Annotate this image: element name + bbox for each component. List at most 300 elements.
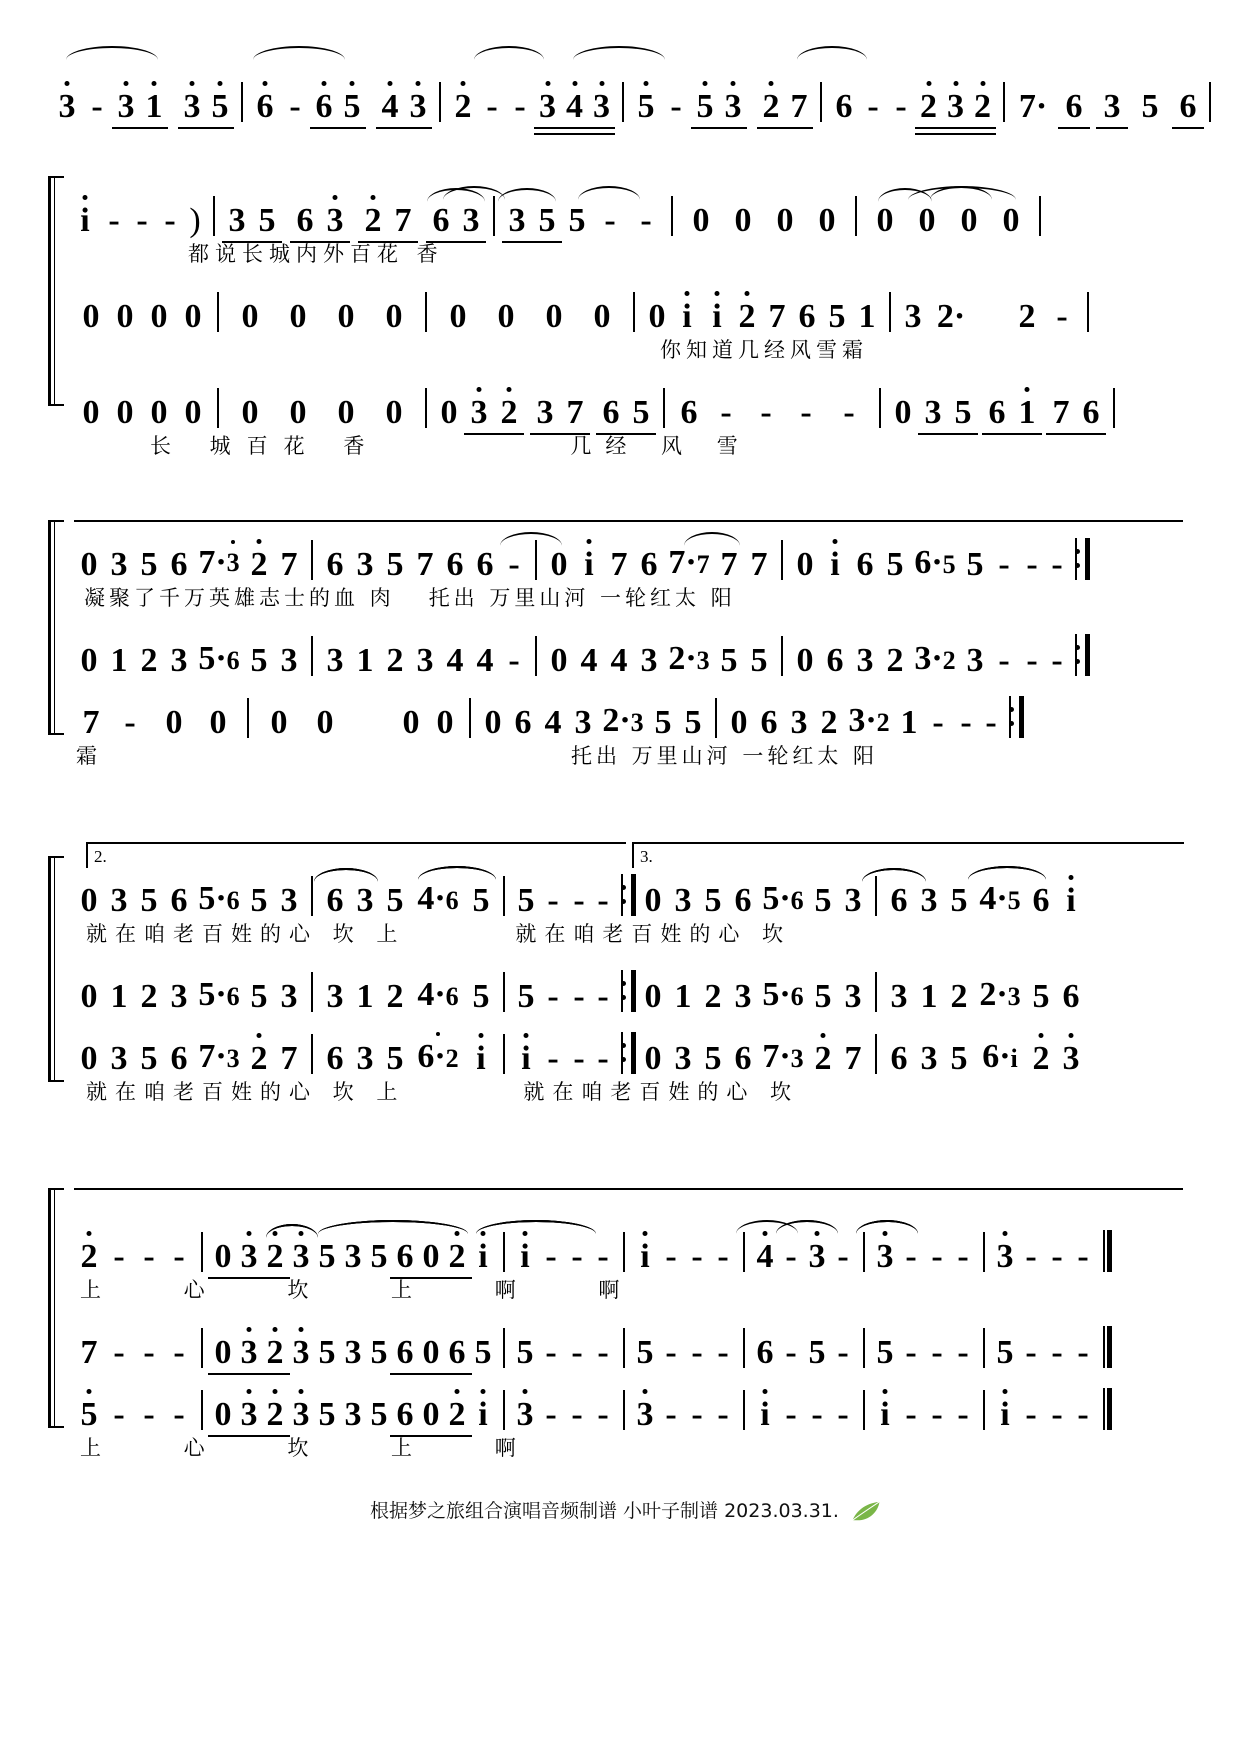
system-3-voice-3 <box>0 678 1253 740</box>
note: 4 <box>580 642 598 679</box>
rest: 0 <box>734 202 752 239</box>
sustain-dash: - <box>486 88 498 125</box>
note: 2 <box>494 396 524 430</box>
barline <box>743 1328 745 1368</box>
note: 3 <box>288 1336 314 1370</box>
repeat-end-barline <box>620 1032 636 1074</box>
note: 3 <box>236 1398 262 1432</box>
rest: 0 <box>210 1240 236 1274</box>
note: 2 <box>444 1398 470 1432</box>
note: 6 <box>1060 90 1088 124</box>
sustain-dash: - <box>895 88 907 125</box>
note: 5 <box>370 1396 388 1433</box>
note: 3 <box>52 90 82 124</box>
slur <box>66 46 158 60</box>
system-2-voice-1 <box>0 176 1253 238</box>
note: 5 <box>140 1040 158 1077</box>
barline <box>503 1232 505 1272</box>
sustain-dash: - <box>289 88 301 125</box>
note: 6 <box>734 882 752 919</box>
note: 7·3 <box>198 1038 240 1075</box>
note: 5 <box>318 1334 336 1371</box>
note: i <box>512 1240 538 1274</box>
rest: 0 <box>1002 202 1020 239</box>
sustain-dash: - <box>640 202 652 239</box>
note: 2· <box>936 298 966 335</box>
rest: 0 <box>150 394 168 431</box>
sustain-dash: - <box>785 1238 797 1275</box>
note: 2 <box>886 642 904 679</box>
rest: 0 <box>385 298 403 335</box>
barline <box>855 196 857 236</box>
system-2-lyrics-2 <box>0 334 1253 368</box>
sustain-dash: - <box>1025 1334 1037 1371</box>
note: 2 <box>262 1336 288 1370</box>
barline <box>469 698 471 738</box>
note: 5 <box>632 394 650 431</box>
system-5-lyrics-1 <box>0 1274 1253 1308</box>
rest: 0 <box>440 394 458 431</box>
system-4-voice-3 <box>0 1014 1253 1076</box>
repeat-end-barline <box>1074 538 1090 580</box>
sustain-dash: - <box>547 882 559 919</box>
note: 2·3 <box>979 976 1021 1013</box>
note: 6·i <box>982 1038 1018 1075</box>
note: 5 <box>338 90 366 124</box>
note: 2 <box>757 90 785 124</box>
sustain-dash: - <box>717 1396 729 1433</box>
sustain-dash: - <box>867 88 879 125</box>
sustain-dash: - <box>837 1238 849 1275</box>
system-4 <box>0 847 1253 1110</box>
sustain-dash: - <box>1056 298 1068 335</box>
note: 3 <box>920 882 938 919</box>
rest: 0 <box>960 202 978 239</box>
note: 6 <box>250 90 280 124</box>
note: 1 <box>1012 396 1042 430</box>
barline <box>213 196 215 236</box>
beam-group <box>915 90 996 124</box>
slur <box>474 46 544 60</box>
rest: 0 <box>289 394 307 431</box>
sustain-dash: - <box>665 1396 677 1433</box>
beam-group <box>691 90 747 124</box>
lyric-text: 上 心 坎 上 啊 啊 <box>80 1278 658 1302</box>
sustain-dash: - <box>931 1396 943 1433</box>
rest: 0 <box>241 298 259 335</box>
note: 3 <box>320 204 350 238</box>
note: 5 <box>808 1334 826 1371</box>
note: 3 <box>856 642 874 679</box>
rest: 0 <box>184 394 202 431</box>
note: 5·6 <box>198 880 240 917</box>
note: 2 <box>820 704 838 741</box>
sustain-dash: - <box>571 1238 583 1275</box>
rest: 0 <box>385 394 403 431</box>
note: 5 <box>318 1238 336 1275</box>
note: 6 <box>602 394 620 431</box>
note: 6 <box>326 882 344 919</box>
sustain-dash: - <box>545 1334 557 1371</box>
rest: 0 <box>402 704 420 741</box>
sustain-dash: - <box>597 1040 609 1077</box>
rest: 0 <box>648 298 666 335</box>
note: 3 <box>110 882 128 919</box>
system-1-voice-1 <box>0 62 1253 124</box>
rest: 0 <box>644 1040 662 1077</box>
sustain-dash: - <box>1025 1238 1037 1275</box>
note: 1 <box>674 978 692 1015</box>
beam-group <box>530 396 590 430</box>
sustain-dash: - <box>173 1238 185 1275</box>
sustain-dash: - <box>785 1334 797 1371</box>
sustain-dash: - <box>960 704 972 741</box>
note: 3 <box>236 1336 262 1370</box>
note: 4 <box>752 1240 778 1274</box>
note: 4 <box>376 90 404 124</box>
note: 3 <box>992 1240 1018 1274</box>
rest: 0 <box>150 298 168 335</box>
lyric-text: 都说长城内外百花 香 <box>188 242 444 266</box>
rest: 0 <box>80 882 98 919</box>
system-3-lyrics-1 <box>0 582 1253 616</box>
note: 6·5 <box>914 544 956 581</box>
note: 5 <box>966 546 984 583</box>
note: 6 <box>760 704 778 741</box>
note: 3 <box>344 1238 362 1275</box>
sustain-dash: - <box>931 1238 943 1275</box>
sustain-dash: - <box>843 394 855 431</box>
note: i <box>672 300 702 334</box>
rest: 0 <box>550 642 568 679</box>
system-5-voice-3 <box>0 1370 1253 1432</box>
sustain-dash: - <box>143 1334 155 1371</box>
note: 3 <box>924 394 942 431</box>
sustain-dash: - <box>547 978 559 1015</box>
barline <box>781 540 783 580</box>
note: 1 <box>110 642 128 679</box>
note: 3 <box>236 1240 262 1274</box>
rest: 0 <box>209 704 227 741</box>
note: i <box>70 204 100 238</box>
system-5-voice-2 <box>0 1308 1253 1370</box>
barline <box>201 1390 203 1430</box>
rest: 0 <box>436 704 454 741</box>
sustain-dash: - <box>508 642 520 679</box>
barline <box>311 540 313 580</box>
note: 5 <box>1032 978 1050 1015</box>
note: 6 <box>734 1040 752 1077</box>
note: 6 <box>890 1040 908 1077</box>
rest: 0 <box>337 298 355 335</box>
sustain-dash: - <box>108 202 120 239</box>
barline <box>201 1328 203 1368</box>
sustain-dash: - <box>811 1396 823 1433</box>
note: 6 <box>392 1336 418 1370</box>
note: 5 <box>474 1334 492 1371</box>
lyric-text: 就在咱老百姓的心 坎 上 <box>86 922 406 946</box>
note: 4 <box>544 704 562 741</box>
repeat-end-barline <box>620 874 636 916</box>
barline <box>217 388 219 428</box>
rest: 0 <box>82 394 100 431</box>
note: 3 <box>178 90 206 124</box>
note: i <box>820 548 850 582</box>
rest: 0 <box>876 202 894 239</box>
system-3-lyrics-3 <box>0 740 1253 774</box>
note: 5 <box>750 642 768 679</box>
beam-group <box>112 90 168 124</box>
sustain-dash: - <box>113 1396 125 1433</box>
sustain-dash: - <box>905 1238 917 1275</box>
rest: 0 <box>418 1240 444 1274</box>
beam-group <box>918 396 978 430</box>
system-2-lyrics-1 <box>0 238 1253 272</box>
rest: 0 <box>241 394 259 431</box>
barline <box>503 876 505 916</box>
note: 3·2 <box>848 702 890 739</box>
note: 3 <box>790 704 808 741</box>
rest: 0 <box>894 394 912 431</box>
note: 7 <box>768 298 786 335</box>
note: 6·2 <box>410 1040 466 1076</box>
barline <box>201 1232 203 1272</box>
note: 3 <box>536 394 554 431</box>
lyric-text: 几经 风 雪 <box>570 434 752 458</box>
sustain-dash: - <box>545 1396 557 1433</box>
note: 6 <box>826 642 844 679</box>
sustain-dash: - <box>957 1396 969 1433</box>
barline <box>743 1232 745 1272</box>
footer-credit <box>0 1496 1253 1523</box>
note: 3 <box>170 642 188 679</box>
note: 2 <box>140 978 158 1015</box>
barline <box>311 972 313 1012</box>
system-5-voice-1 <box>0 1212 1253 1274</box>
barline <box>743 1390 745 1430</box>
repeat-end-barline <box>1074 634 1090 676</box>
note: 2·3 <box>668 640 710 677</box>
sustain-dash: - <box>124 704 136 741</box>
sustain-dash: - <box>571 1334 583 1371</box>
note: 2 <box>386 978 404 1015</box>
note: 6 <box>476 546 494 583</box>
beam-group <box>502 204 562 238</box>
rest: 0 <box>593 298 611 335</box>
sustain-dash: - <box>508 546 520 583</box>
note: 6 <box>326 1040 344 1077</box>
barline <box>875 876 877 916</box>
rest: 0 <box>116 298 134 335</box>
note: 5 <box>206 90 234 124</box>
note: i <box>992 1398 1018 1432</box>
credit-text: 根据梦之旅组合演唱音频制谱 小叶子制谱 2023.03.31. <box>370 1500 839 1522</box>
sustain-dash: - <box>717 1238 729 1275</box>
note: 2 <box>1026 1042 1056 1076</box>
note: 3 <box>719 90 747 124</box>
note: 4 <box>476 642 494 679</box>
note: 7·3 <box>194 546 244 582</box>
barline <box>781 636 783 676</box>
note: 3 <box>344 1396 362 1433</box>
note: 3 <box>508 202 526 239</box>
note: 2 <box>448 90 478 124</box>
beam-group <box>310 90 366 124</box>
system-3-voice-1 <box>0 520 1253 582</box>
barline <box>879 388 881 428</box>
note: 5·6 <box>198 976 240 1013</box>
note: 6 <box>432 202 450 239</box>
beam-group <box>464 396 524 430</box>
note: i <box>632 1240 658 1274</box>
beam-group <box>376 90 432 124</box>
sustain-dash: - <box>931 1334 943 1371</box>
note: 2 <box>140 642 158 679</box>
lyric-text: 托出 万里山河 一轮红太 阳 <box>571 744 879 768</box>
barline <box>983 1390 985 1430</box>
rest: 0 <box>289 298 307 335</box>
repeat-end-barline <box>620 970 636 1012</box>
note: 3 <box>920 1040 938 1077</box>
sustain-dash: - <box>998 546 1010 583</box>
note: 5 <box>516 1334 534 1371</box>
sustain-dash: - <box>91 88 103 125</box>
barline <box>439 82 441 122</box>
sustain-dash: - <box>573 1040 585 1077</box>
note: 5 <box>954 394 972 431</box>
note: 3 <box>356 546 374 583</box>
rest: 0 <box>818 202 836 239</box>
note: 5 <box>636 1334 654 1371</box>
note: i <box>470 1398 496 1432</box>
system-2-lyrics-3 <box>0 430 1253 464</box>
sustain-dash: - <box>545 1238 557 1275</box>
note: 6 <box>1062 978 1080 1015</box>
note: 5 <box>140 546 158 583</box>
sustain-dash: - <box>597 882 609 919</box>
lyric-text: 霜 <box>76 744 97 768</box>
note: 3 <box>534 90 561 124</box>
note: 5 <box>996 1334 1014 1371</box>
slur <box>573 46 665 60</box>
note: 5 <box>250 978 268 1015</box>
rest: 0 <box>116 394 134 431</box>
rest: 0 <box>692 202 710 239</box>
note: 6 <box>446 546 464 583</box>
sustain-dash: - <box>1026 546 1038 583</box>
note: 1 <box>110 978 128 1015</box>
note: 3 <box>844 978 862 1015</box>
sustain-dash: - <box>1051 1238 1063 1275</box>
sustain-dash: - <box>597 1238 609 1275</box>
note: i <box>512 1042 540 1076</box>
note: 3 <box>904 298 922 335</box>
rest: 0 <box>184 298 202 335</box>
lyric-text: 托出 万里山河 一轮红太 阳 <box>428 586 736 610</box>
note: 1 <box>140 90 168 124</box>
sustain-dash: - <box>1051 546 1063 583</box>
note: 7 <box>566 394 584 431</box>
note: 6 <box>835 88 853 125</box>
sustain-dash: - <box>665 1334 677 1371</box>
note: 5 <box>472 978 490 1015</box>
note: 3 <box>170 978 188 1015</box>
lyric-text: 就在咱老百姓的心 坎 <box>515 922 792 946</box>
sustain-dash: - <box>670 88 682 125</box>
note: 7 <box>750 546 768 583</box>
barline <box>983 1328 985 1368</box>
note: 2 <box>262 1240 288 1274</box>
note: 5 <box>517 882 535 919</box>
rest: 0 <box>796 546 814 583</box>
sustain-dash: - <box>1051 1396 1063 1433</box>
note: 2 <box>969 90 996 124</box>
volta-label: 2. <box>94 847 107 866</box>
note: 5 <box>386 882 404 919</box>
system-4-voice-2 <box>0 952 1253 1014</box>
note: 6 <box>444 1336 470 1370</box>
note: 6 <box>890 882 908 919</box>
rest: 0 <box>497 298 515 335</box>
sustain-dash: - <box>164 202 176 239</box>
note: 6 <box>170 1040 188 1077</box>
barline <box>241 82 243 122</box>
beam-group <box>982 396 1042 430</box>
rest: 0 <box>918 202 936 239</box>
rest: 0 <box>796 642 814 679</box>
note: 5 <box>828 298 846 335</box>
note: 3 <box>734 978 752 1015</box>
note: 2 <box>732 300 762 334</box>
note: 7 <box>80 1334 98 1371</box>
barline <box>503 972 505 1012</box>
note: i <box>574 548 604 582</box>
system-top-rule <box>74 1188 1183 1190</box>
note: 6 <box>680 394 698 431</box>
barline <box>633 292 635 332</box>
system-4-lyrics-3 <box>0 1076 1253 1110</box>
note: 5 <box>631 90 661 124</box>
sustain-dash: - <box>837 1396 849 1433</box>
note: 2 <box>444 1240 470 1274</box>
beam-group <box>534 90 615 124</box>
note: 3 <box>356 1040 374 1077</box>
sustain-dash: - <box>905 1396 917 1433</box>
note: 7 <box>394 202 412 239</box>
note: 3 <box>288 1398 314 1432</box>
barline <box>623 1390 625 1430</box>
rest: 0 <box>644 978 662 1015</box>
rest: 0 <box>545 298 563 335</box>
barline <box>503 1328 505 1368</box>
note: 6 <box>798 298 816 335</box>
note: 3 <box>632 1398 658 1432</box>
phrase-close-paren: ) <box>189 202 201 239</box>
sustain-dash: - <box>720 394 732 431</box>
barline <box>1209 82 1211 122</box>
rest: 0 <box>730 704 748 741</box>
note: 3 <box>288 1240 314 1274</box>
barline <box>503 1390 505 1430</box>
barline <box>425 388 427 428</box>
note: 4 <box>446 642 464 679</box>
sustain-dash: - <box>957 1334 969 1371</box>
note: 6 <box>170 546 188 583</box>
sustain-dash: - <box>998 642 1010 679</box>
note: 2 <box>244 548 274 582</box>
note: 2 <box>704 978 722 1015</box>
note: 3 <box>228 202 246 239</box>
